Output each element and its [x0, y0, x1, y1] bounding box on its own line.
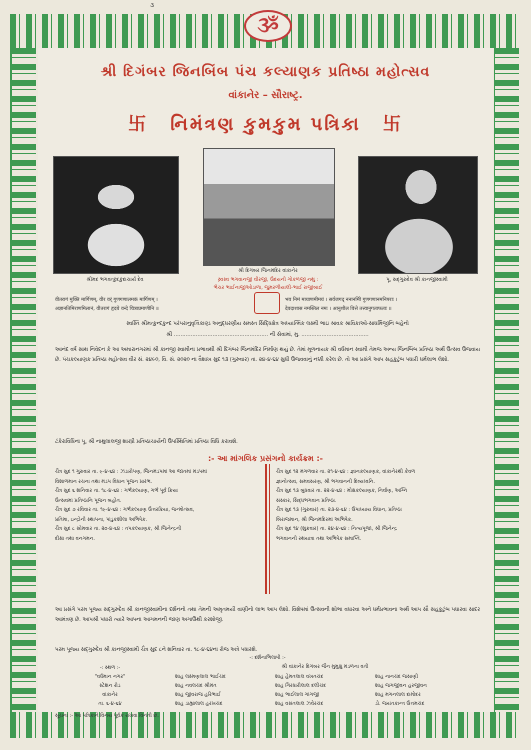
org-line: શ્રી વાંકાનેર દિગંબર જૈન મુમુક્ષુ મંડળના વતી: [281, 664, 369, 670]
invitation-heading: [40, 110, 491, 136]
program-line: દીક્ષા તથા વનગમન.: [55, 535, 95, 542]
signatory-name: શાહ નાનચંદ જસાણી: [375, 674, 419, 680]
donor-line: ભેચર ભાઈનાજીઓડાળા, જુમરળીયાલી-ભાઈ રાજીબાઈ: [213, 285, 323, 291]
pratishtha-note: ટંકેરાવિધિના પૂ. શ્રી નાથુલાલજી શાસ્ત્રી પ્રતિષ્ઠાચાર્યની ઉપસ્થિતિમાં પ્રતિષ્ઠા વિધિ કરાવશે.: [55, 439, 238, 445]
swastika-icon: 卐: [382, 114, 403, 135]
program-line: સંસ્કાર, સિદ્ધભગવાન પ્રતિષ્ઠા.: [276, 497, 337, 504]
photo-kanjiswami: [358, 156, 478, 274]
venue-line: તા. ૬-૪-૬૪: [98, 701, 122, 707]
program-line: બિરાજમાન, શ્રી જિનમંદિરમાં અભિષેક.: [276, 516, 353, 523]
program-right-column: [276, 468, 481, 544]
shloka-line: भव निमं मायाणमीमयं । सर्वजगद् ननानमीि गुणगणानमनिपराः ।: [285, 297, 398, 303]
signatory-name: શાહ હેમતલાલ વખતચંદ: [275, 674, 324, 680]
photo-caption: પૂ. સદ્ગુરુદેવ શ્રી કાનજીસ્વામી: [386, 277, 448, 283]
closing-paragraph: આ પ્રસંગે પરમ પૂજ્ય સદ્ગુરુદેવ શ્રી કાનજીસ્વામીના દર્શનનો તથા તેમની અમૃતમયી વાણીનો લાભ આપ લેશો. વિશેષમાં ઉત્સવની શોભા વધારવા અને ધર્મપ્રભાવના અર્થે આપ સૌ સહકુટુંબ પધારવા સાદર આમંત્રણ છે. આપશ્રી પધારો ત્યારે આપના આગમનની જાણ અગાઉથી કરશોજી.: [55, 607, 480, 623]
event-place: વાંકાનેર – સૌરાષ્ટ્ર.: [228, 90, 303, 101]
program-line: વિશાળમાન રચના તથા મંડપ વિધાન પૂજન પ્રારંભ.: [55, 478, 153, 485]
shloka-left: [55, 296, 250, 314]
border-right: [495, 48, 519, 712]
signatory-name: શાહ ગિરધારીલાલ દલીચંદ: [275, 683, 327, 689]
program-line: ચૈત્ર સુદ ૮ સોમવાર તા. ૨૦-૪-૬૪ : તપકલ્યાણક, શ્રી જિનેન્દ્રની: [55, 526, 182, 532]
signatory-name: શાહ મગનલાલ દામોદર: [375, 692, 421, 698]
program-divider: [269, 464, 270, 594]
program-line: જ્ઞાનોત્સવ, સમવસરણ, શ્રી ભગવાનની દિવ્યધ્વનિ.: [276, 478, 376, 485]
signatory-name: શાહ જગજીવન હરજીવન: [375, 683, 427, 689]
invitation-paragraph: આનંદ વર્ષ સાથ નિવેદન કે આ અમારાનગરમાં શ્રી કાનજી સ્વામીના પ્રભાવથી શ્રી દિગંબર જિનમંદિર નિર્માણ થયું છે. તેમાં મૂળનાયક શ્રી વર્ધમાન સ્વામી તેમજ અન્ય જિનબિંબ પ્રતિષ્ઠા અર્થે ઉત્સવ ઉજવાય છે. પંચકલ્યાણક પ્રતિષ્ઠા મહોત્સવ વીર સં. ૨૪૯૦, વિ. સં. ૨૦૨૦ ના વૈશાખ સુદ ૧૩ (ગુરુવાર) તા. ૨૪-૪-૬૪ સુધી ઉજવવાનું નક્કી કરેલ છે. તો આ પ્રસંગે આપ સહકુટુંબ પધારી ધર્મલાભ લેશો.: [55, 347, 480, 363]
page-number: ૩: [150, 2, 154, 9]
signoff-heading: -: દર્શનાભિલાષી :-: [249, 655, 286, 661]
program-line: ચૈત્ર સુદ ૭ રવિવાર તા. ૧૯-૪-૬૪ : ગર્ભકલ્યાણ ઉત્તરક્રિયા, જન્મોત્સવ,: [55, 507, 195, 513]
venue-line: સ્ટેશન રોડ: [99, 683, 121, 689]
signatory-name: શાહ વસંતલાલ ઝવેરચંદ: [275, 701, 324, 707]
program-heading: :- આ માંગલિક પ્રસંગનો કાર્યક્રમ :-: [207, 454, 324, 463]
program-line: ચૈત્ર સુદ ૧ ગુરુવાર તા. ૯-૪-૬૪ : ઝંડારોપણ, જિનમંડપમાં આ જાતમાં મંડપમાં: [55, 469, 207, 475]
venue-line: વાંકાનેર: [102, 692, 118, 698]
signatory-name: શાહ નવલચંદ શ્રીમંત: [175, 683, 217, 689]
seal-emblem: [254, 292, 280, 314]
venue-line: -: સ્થળ :-: [99, 665, 121, 671]
photo-kundkundacharya: [53, 156, 179, 274]
program-line: ચૈત્ર સુદ ૧૩ બુધવાર તા. ૨૨-૪-૬૪ : મોક્ષકલ્યાણક, નિર્વાણ, અગ્નિ: [276, 488, 408, 494]
signatory-name: શાહ ભાઈલાલ ગાંગજી: [275, 692, 320, 698]
photo-caption: શ્રી દિગંબર જિનમંદિર વાંકાનેર: [238, 268, 298, 274]
program-divider: [265, 464, 267, 594]
program-line: ભગવાનની રથયાત્રા તથા અભિષેક સમાપ્તિ.: [276, 535, 362, 542]
photo-caption: શ્રીમદ ભગવત્કુંદકુંદાચાર્ય દેવ: [86, 277, 144, 283]
signatory-name: ડો. જયંતકાન્ત ઉત્તમચંદ: [375, 701, 425, 707]
shloka-line: देवदाशास नमस्तिल नमः । आनुशील वित्ते तत्त्वानुगताफताः ॥: [285, 306, 392, 312]
program-left-column: [55, 468, 260, 544]
signatory-name: શાહ લક્ષ્મણલાલ ભાઈચંદ: [175, 674, 226, 680]
shloka-right: [285, 296, 480, 314]
photo-jinmandir: [203, 148, 335, 266]
program-line: ઉત્સવમાં પ્રતિષ્ઠાનિ પૂજન બહોત.: [55, 497, 122, 504]
venue-block: [55, 664, 165, 709]
donor-line: સ્ર્વસ્વ ભગવાનજી વીરજી, ઉદયની ગોકળજી નથુ :: [217, 277, 319, 283]
border-left: [12, 48, 36, 712]
program-line: ચૈત્ર સુદ ૧૨ મંગળવાર તા. ૨૧-૪-૬૪ : જ્ઞાનકલ્યાણક, વાંકાનેરથી કેવળ: [276, 469, 416, 475]
salutation: સ્વસ્તિ શ્રીમત્કુન્દકુન્દ પરંપરાનુવૃત્તિકાણ્ડ અનુદ્ધરણીય સમસ્ત સિદ્ધિક્ષેત્ર અધ્યાત્મિક લક્ષ્મી ભાઇ શ્રાવક શ્રાવિકાઓ-સાધર્મિજીનિ બહેનો: [126, 321, 409, 327]
shloka-line: अज्ञानतिमिराणमिलानं, वीतरागं हृदये वन्दे चित्राप्रमाणीनि ॥: [55, 306, 159, 312]
swastika-icon: 卐: [128, 114, 149, 135]
signatory-name: શાહ ડાહ્યાલાલ હરખચંદ: [175, 701, 223, 707]
program-line: ચૈત્ર સુદ ૬ શનિવાર તા. ૧૮-૪-૬૪ : ગર્ભકલ્યાણ, ગર્ભ પૂર્વ ક્રિયા: [55, 488, 178, 494]
venue-line: "વર્ધમાન નગર": [94, 674, 126, 680]
shloka-line: वीतरागं मुक्ति मार्गिणम्, वीर वर्ं गुणगणालमकं मार्गिणम् ।: [55, 297, 158, 303]
event-title: શ્રી દિગંબર જિનબિંબ પંચ કલ્યાણક પ્રતિષ્ઠા મહોત્સવ: [100, 64, 431, 80]
signatory-name: શાહ જીવરાજ હરિભાઈ: [175, 692, 221, 698]
program-line: પ્રતિમા, ઇન્દ્રોની સ્થાપના, પાંડુકશીલા અભિષેક.: [55, 516, 148, 523]
invitation-title: નિમંત્રણ કુમકુમ પત્રિકા: [170, 114, 361, 135]
recipient-line: શ્રી ........................................................ ની સેવામાં, મુ. ........................................: [166, 332, 369, 338]
gurudev-arrival: પરમ પૂજ્ય સદ્ગુરુદેવ શ્રી કાનજીસ્વામી ચૈત્ર સુદ ૮ને શનિવાર તા. ૧૮-૪-૬૪ના રોજ અત્રે પધારશે.: [55, 647, 258, 653]
program-line: ચૈત્ર સુદ ૧૪ (શુક્રવાર) તા. ૨૪-૪-૬૪ : નિત્યપૂજા, શ્રી જિનેન્દ્ર: [276, 526, 398, 532]
om-emblem: ૐ: [244, 10, 292, 42]
footer-note: સૂચના :- આ પત્રિકાને વિનય પૂર્વક રાખવા વિનંતી છે.: [55, 713, 159, 719]
signatories: [175, 673, 475, 709]
program-line: ચૈત્ર સુદ ૧૩ (ગુરુવાર) તા. ૨૩-૪-૬૪ : ઉપાધ્યાય વિધાન, પ્રતિષ્ઠા: [276, 507, 402, 513]
